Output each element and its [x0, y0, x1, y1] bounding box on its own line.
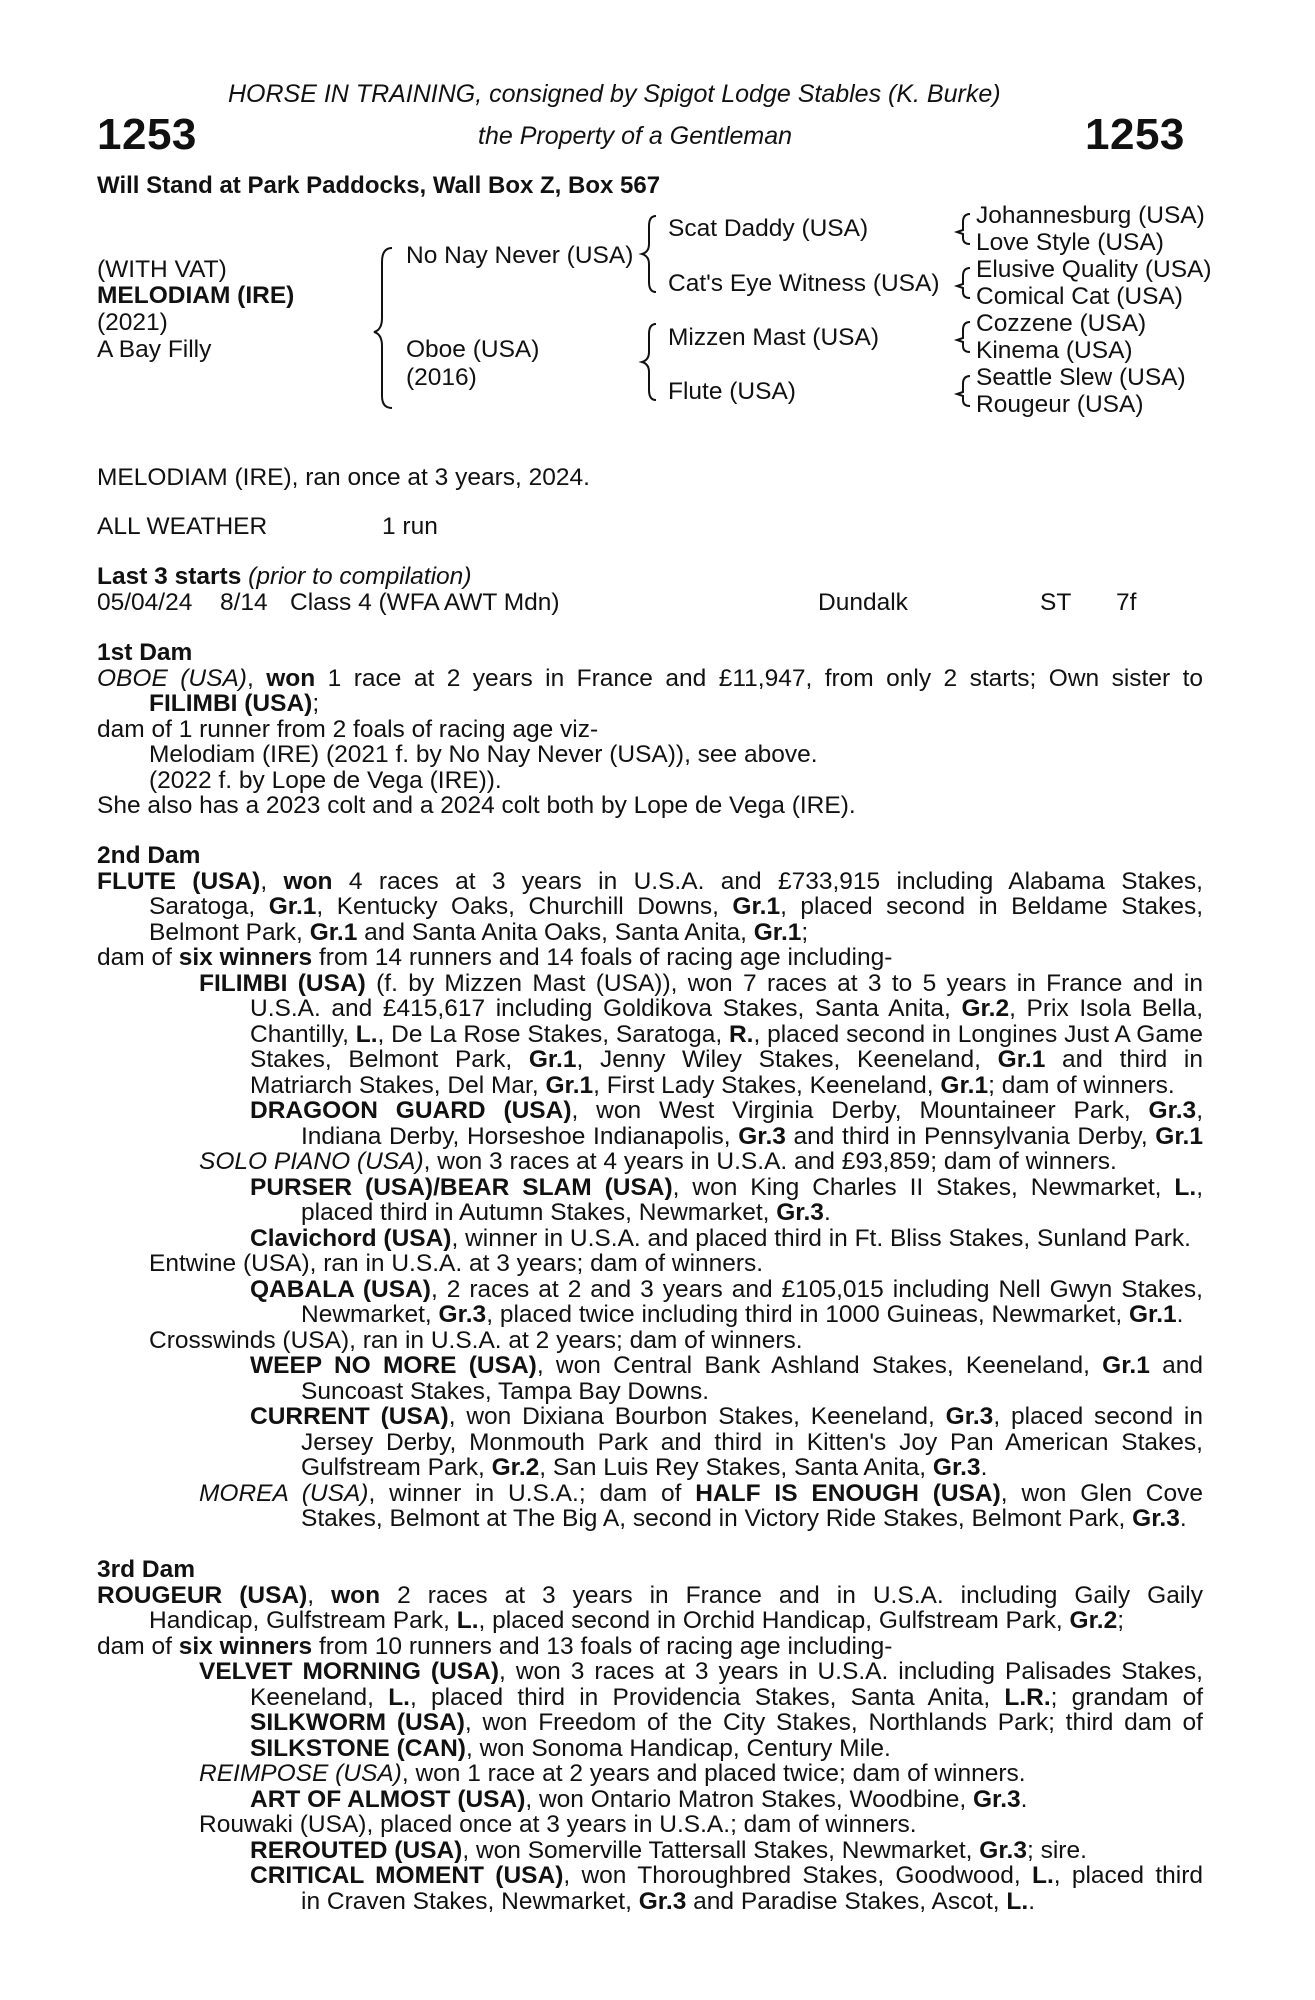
second-dam-section [97, 843, 1203, 1532]
brace-sd [957, 268, 970, 298]
horse-year: (2021) [97, 309, 168, 336]
pedigree-ss: Scat Daddy (USA) [668, 215, 869, 242]
second-dam-line: DRAGOON GUARD (USA), won West Virginia Derby, Mountaineer Park, Gr.3, [250, 1097, 1204, 1124]
third-dam-section [97, 1557, 1203, 1914]
second-dam-line: Stakes, Belmont Park, Gr.1, Jenny Wiley Stakes, Keeneland, Gr.1 and third in [250, 1046, 1203, 1073]
surface-label: ALL WEATHER [97, 513, 268, 540]
second-dam-line: Gulfstream Park, Gr.2, San Luis Rey Stakes, Santa Anita, Gr.3. [301, 1454, 988, 1481]
lot-number-left: 1253 [97, 110, 197, 159]
brace-ds [957, 322, 970, 352]
first-dam-line: She also has a 2023 colt and a 2024 colt both by Lope de Vega (IRE). [97, 792, 856, 819]
third-dam-line: VELVET MORNING (USA), won 3 races at 3 years in U.S.A. including Palisades Stakes, [199, 1658, 1203, 1685]
second-dam-line: Matriarch Stakes, Del Mar, Gr.1, First Lady Stakes, Keeneland, Gr.1; dam of winners. [250, 1071, 1175, 1099]
third-dam-line: REROUTED (USA), won Somerville Tattersall Stakes, Newmarket, Gr.3; sire. [250, 1836, 1087, 1864]
third-dam-line: CRITICAL MOMENT (USA), won Thoroughbred Stakes, Goodwood, L., placed third [250, 1862, 1203, 1889]
second-dam-line: Stakes, Belmont at The Big A, second in Victory Ride Stakes, Belmont Park, Gr.3. [301, 1505, 1187, 1532]
pedigree-dam: Oboe (USA) [406, 336, 540, 363]
header-consignor: HORSE IN TRAINING, consigned by Spigot Lodge Stables (K. Burke) [228, 80, 1001, 108]
stand-location: Will Stand at Park Paddocks, Wall Box Z, Box 567 [97, 172, 661, 199]
second-dam-line: Saratoga, Gr.1, Kentucky Oaks, Churchill Downs, Gr.1, placed second in Beldame Stakes, [149, 893, 1204, 920]
third-dam-line: REIMPOSE (USA), won 1 race at 2 years and placed twice; dam of winners. [199, 1760, 1026, 1787]
third-dam-line: ART OF ALMOST (USA), won Ontario Matron Stakes, Woodbine, Gr.3. [250, 1785, 1028, 1813]
second-dam-line: CURRENT (USA), won Dixiana Bourbon Stakes, Keeneland, Gr.3, placed second in [250, 1403, 1203, 1430]
pedigree-dd: Flute (USA) [668, 378, 796, 405]
second-dam-line: WEEP NO MORE (USA), won Central Bank Ashland Stakes, Keeneland, Gr.1 and [250, 1352, 1204, 1379]
start-distance: 7f [1116, 589, 1137, 616]
third-dam-line: SILKSTONE (CAN), won Sonoma Handicap, Century Mile. [250, 1734, 891, 1762]
second-dam-line: placed third in Autumn Stakes, Newmarket, Gr.3. [301, 1199, 831, 1226]
race-summary: MELODIAM (IRE), ran once at 3 years, 2024. [97, 464, 590, 491]
pedigree-ddd: Rougeur (USA) [976, 391, 1144, 418]
last-starts-title: Last 3 starts [97, 563, 242, 590]
third-dam-line: SILKWORM (USA), won Freedom of the City Stakes, Northlands Park; third dam of [250, 1709, 1203, 1736]
pedigree-dss: Cozzene (USA) [976, 310, 1147, 337]
first-dam-line: (2022 f. by Lope de Vega (IRE)). [149, 766, 502, 794]
pedigree-dam-year: (2016) [406, 364, 477, 391]
pedigree-dsd: Kinema (USA) [976, 337, 1133, 364]
last-starts-heading [97, 563, 471, 591]
start-going: ST [1040, 589, 1072, 616]
third-dam-line: Keeneland, L., placed third in Providencia Stakes, Santa Anita, L.R.; grandam of [250, 1683, 1203, 1711]
horse-name: MELODIAM (IRE) [97, 282, 295, 309]
second-dam-line: dam of six winners from 14 runners and 14 foals of racing age including- [97, 944, 893, 971]
brace-dam [642, 324, 656, 400]
second-dam-line: Newmarket, Gr.3, placed twice including third in 1000 Guineas, Newmarket, Gr.1. [301, 1301, 1184, 1328]
header-property: the Property of a Gentleman [478, 122, 793, 150]
first-dam-title: 1st Dam [97, 639, 193, 666]
second-dam-line: Suncoast Stakes, Tampa Bay Downs. [301, 1377, 710, 1405]
vat-label: (WITH VAT) [97, 256, 227, 283]
second-dam-line: Jersey Derby, Monmouth Park and third in Kitten's Joy Pan American Stakes, [301, 1428, 1203, 1456]
second-dam-line: Indiana Derby, Horseshoe Indianapolis, Gr.3 and third in Pennsylvania Derby, Gr.1 [301, 1122, 1203, 1150]
brace-ss [957, 214, 970, 244]
start-date: 05/04/24 [97, 589, 193, 616]
pedigree-sd: Cat's Eye Witness (USA) [668, 270, 940, 297]
second-dam-line: SOLO PIANO (USA), won 3 races at 4 years in U.S.A. and £93,859; dam of winners. [199, 1148, 1117, 1175]
second-dam-line: Belmont Park, Gr.1 and Santa Anita Oaks, Santa Anita, Gr.1; [149, 918, 809, 946]
pedigree-sds: Elusive Quality (USA) [976, 256, 1212, 283]
second-dam-line: Clavichord (USA), winner in U.S.A. and placed third in Ft. Bliss Stakes, Sunland Park. [250, 1224, 1191, 1252]
brace-main [374, 248, 392, 408]
pedigree-ds: Mizzen Mast (USA) [668, 324, 880, 351]
second-dam-line: U.S.A. and £415,617 including Goldikova Stakes, Santa Anita, Gr.2, Prix Isola Bella, [250, 995, 1203, 1022]
pedigree-dds: Seattle Slew (USA) [976, 364, 1186, 391]
pedigree-sire: No Nay Never (USA) [406, 242, 634, 269]
first-dam-line: FILIMBI (USA); [149, 690, 320, 717]
surface-runs: 1 run [382, 513, 438, 540]
pedigree-ssd: Love Style (USA) [976, 229, 1164, 256]
second-dam-line: MOREA (USA), winner in U.S.A.; dam of HALF IS ENOUGH (USA), won Glen Cove [199, 1479, 1204, 1507]
third-dam-line: in Craven Stakes, Newmarket, Gr.3 and Paradise Stakes, Ascot, L.. [301, 1887, 1036, 1915]
third-dam-line: dam of six winners from 10 runners and 13 foals of racing age including- [97, 1632, 893, 1660]
brace-dd [957, 376, 970, 406]
first-dam-section [97, 640, 1203, 819]
start-course: Dundalk [818, 589, 908, 616]
pedigree-sss: Johannesburg (USA) [976, 202, 1205, 229]
second-dam-line: Entwine (USA), ran in U.S.A. at 3 years; dam of winners. [149, 1250, 764, 1277]
first-dam-line: Melodiam (IRE) (2021 f. by No Nay Never (USA)), see above. [149, 741, 818, 768]
third-dam-line: ROUGEUR (USA), won 2 races at 3 years in France and in U.S.A. including Gaily Gaily [97, 1581, 1203, 1609]
horse-description: A Bay Filly [97, 336, 212, 363]
start-position: 8/14 [220, 589, 268, 616]
pedigree-sdd: Comical Cat (USA) [976, 283, 1183, 310]
second-dam-line: FILIMBI (USA) (f. by Mizzen Mast (USA)), won 7 races at 3 to 5 years in France and in [199, 969, 1203, 997]
first-dam-line: OBOE (USA), won 1 race at 2 years in France and £11,947, from only 2 starts; Own sister to [97, 664, 1204, 692]
start-race: Class 4 (WFA AWT Mdn) [290, 589, 560, 616]
first-dam-line: dam of 1 runner from 2 foals of racing age viz- [97, 715, 599, 743]
second-dam-line: PURSER (USA)/BEAR SLAM (USA), won King Charles II Stakes, Newmarket, L., [250, 1173, 1204, 1201]
second-dam-title: 2nd Dam [97, 842, 201, 869]
lot-number-right: 1253 [1085, 110, 1185, 159]
last-starts-note: (prior to compilation) [248, 563, 472, 590]
second-dam-line: Chantilly, L., De La Rose Stakes, Saratoga, R., placed second in Longines Just A Game [250, 1020, 1203, 1048]
second-dam-line: FLUTE (USA), won 4 races at 3 years in U.S.A. and £733,915 including Alabama Stakes, [97, 867, 1203, 895]
second-dam-line: Crosswinds (USA), ran in U.S.A. at 2 years; dam of winners. [149, 1326, 803, 1354]
second-dam-line: QABALA (USA), 2 races at 2 and 3 years and £105,015 including Nell Gwyn Stakes, [250, 1275, 1203, 1303]
third-dam-title: 3rd Dam [97, 1556, 196, 1583]
brace-sire [642, 216, 656, 292]
third-dam-line: Handicap, Gulfstream Park, L., placed second in Orchid Handicap, Gulfstream Park, Gr.2; [149, 1607, 1125, 1634]
third-dam-line: Rouwaki (USA), placed once at 3 years in U.S.A.; dam of winners. [199, 1811, 917, 1838]
